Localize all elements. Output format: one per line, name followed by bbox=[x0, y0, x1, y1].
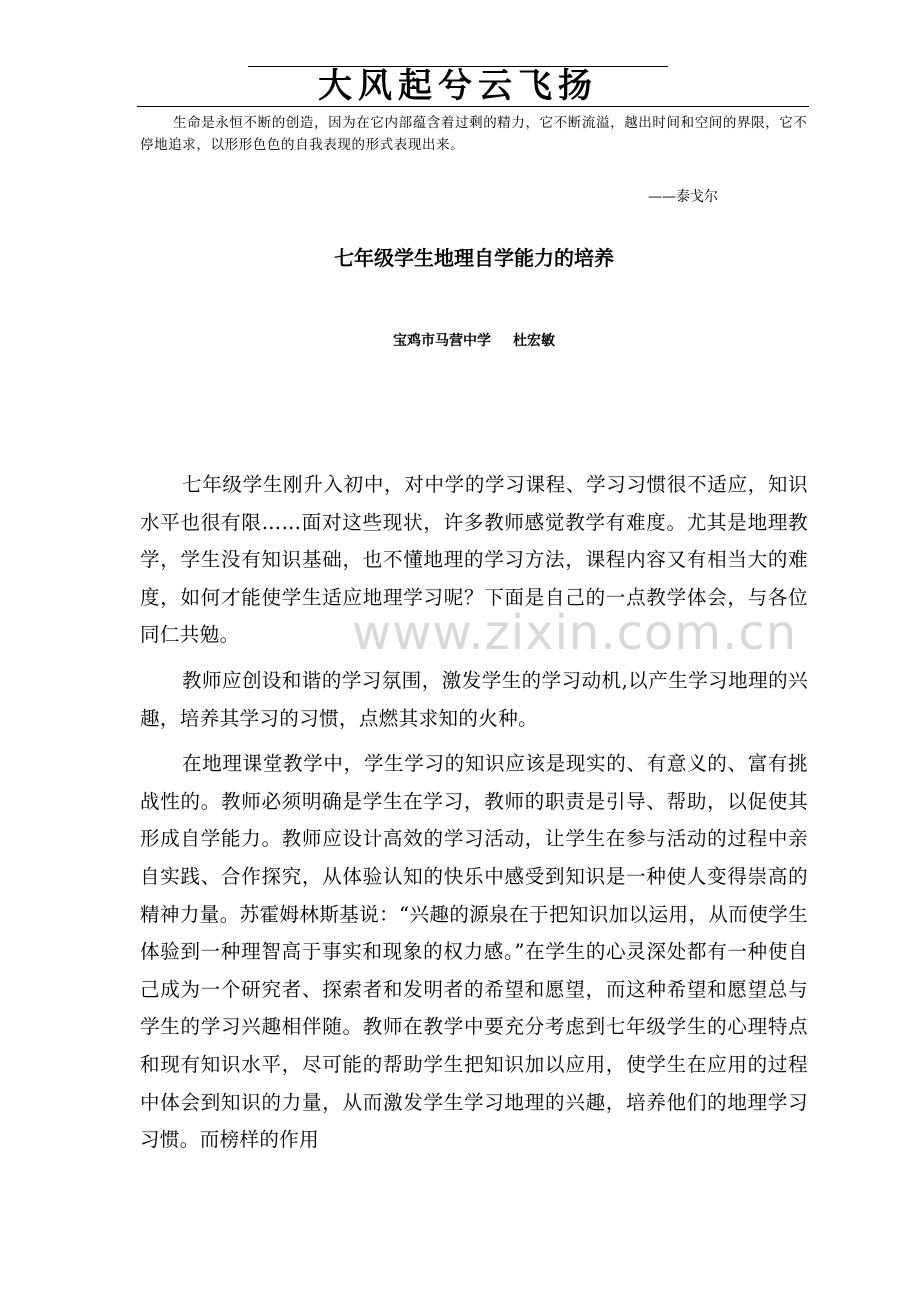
school-name: 宝鸡市马营中学 bbox=[393, 333, 491, 349]
header-bottom-rule bbox=[137, 106, 809, 107]
document-body bbox=[140, 466, 808, 1167]
header-quote: 生命是永恒不断的创造，因为在它内部蕴含着过剩的精力，它不断流溢，越出时间和空间的界限，它不停地追求，以形形色色的自我表现的形式表现出来。 bbox=[140, 115, 808, 153]
paragraph-2: 教师应创设和谐的学习氛围，激发学生的学习动机,以产生学习地理的兴趣，培养其学习的习惯，点燃其求知的火种。 bbox=[140, 668, 808, 730]
paragraph-1: 七年级学生刚升入初中，对中学的学习课程、学习习惯很不适应，知识水平也很有限……面对这些现状，许多教师感觉教学有难度。尤其是地理教学，学生没有知识基础，也不懂地理的学习方法，课程内容又有相当大的难度，如何才能使学生适应地理学习呢？下面是自己的一点教学体会，与各位同仁共勉。 bbox=[140, 473, 808, 647]
document-title: 七年级学生地理自学能力的培养 bbox=[334, 246, 614, 270]
paragraph-3: 在地理课堂教学中，学生学习的知识应该是现实的、有意义的、富有挑战性的。教师必须明确是学生在学习，教师的职责是引导、帮助，以促使其形成自学能力。教师应设计高效的学习活动，让学生在参与活动的过程中亲自实践、合作探究，从体验认知的快乐中感受到知识是一种使人变得崇高的精神力量。苏霍姆林斯基说：“兴趣的源泉在于把知识加以运用，从而使学生体验到一种理智高于事实和现象的权力感。”在学生的心灵深处都有一种使自己成为一个研究者、探索者和发明者的希望和愿望，而这种希望和愿望总与学生的学习兴趣相伴随。教师在教学中要充分考虑到七年级学生的心理特点和现有知识水平，尽可能的帮助学生把知识加以应用，使学生在应用的过程中体会到知识的力量，从而激发学生学习地理的兴趣，培养他们的地理学习习惯。而榜样的作用 bbox=[140, 752, 808, 1152]
quote-author: ——泰戈尔 bbox=[648, 189, 718, 205]
byline bbox=[140, 330, 808, 352]
banner-title: 大风起兮云飞扬 bbox=[318, 66, 598, 106]
author-name: 杜宏敏 bbox=[513, 333, 555, 349]
watermark: www.zixin.com.cn bbox=[352, 605, 798, 661]
